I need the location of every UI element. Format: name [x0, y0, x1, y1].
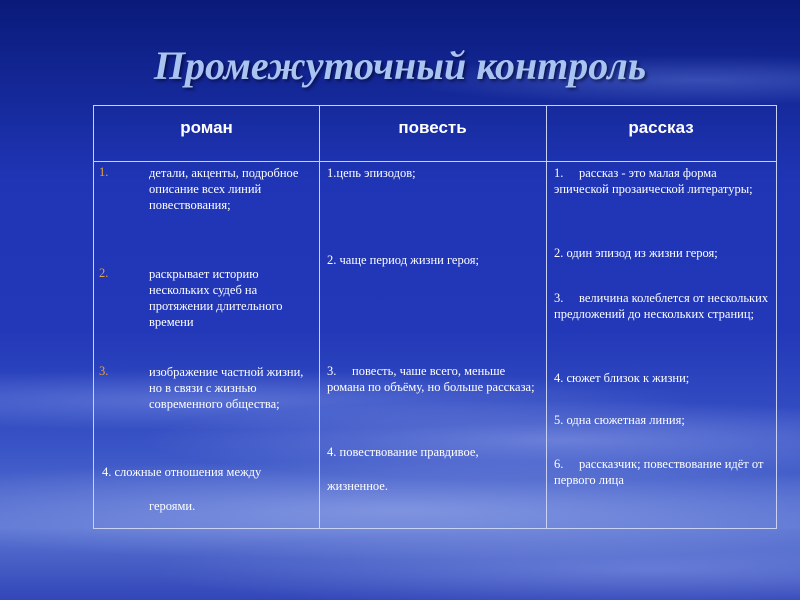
header-divider [94, 161, 776, 162]
list-item: изображение частной жизни, но в связи с жизнью современного общества; [149, 365, 304, 411]
list-item: жизненное. [327, 479, 388, 493]
list-item: 2. один эпизод из жизни героя; [554, 246, 718, 260]
list-number: 1. [99, 165, 109, 179]
header-povest: повесть [398, 118, 467, 137]
list-item: 3. повесть, чаше всего, меньше романа по объёму, но больше рассказа; [327, 364, 535, 394]
list-number: 2. [99, 266, 109, 280]
list-item: детали, акценты, подробное описание всех линий повествования; [149, 166, 299, 212]
list-item: 5. одна сюжетная линия; [554, 413, 685, 427]
list-item: 4. сюжет близок к жизни; [554, 371, 690, 385]
slide-title: Промежуточный контроль [153, 43, 647, 88]
list-item: героями. [149, 499, 196, 513]
list-item: 4. сложные отношения между [102, 465, 262, 479]
list-item: раскрывает историю нескольких судеб на протяжении длительного времени [149, 267, 283, 329]
column-divider [319, 106, 320, 528]
list-item: 6. рассказчик; повествование идёт от первого лица [554, 457, 767, 487]
list-item: 1. рассказ - это малая форма эпической прозаической литературы; [554, 166, 753, 196]
header-roman: роман [180, 118, 233, 137]
comparison-table [93, 105, 777, 529]
list-item: 2. чаще период жизни героя; [327, 253, 479, 267]
column-divider [546, 106, 547, 528]
list-item: 1.цепь эпизодов; [327, 166, 416, 180]
header-rasskaz: рассказ [628, 118, 694, 137]
list-item: 3. величина колеблется от нескольких предложений до нескольких страниц; [554, 291, 772, 321]
list-item: 4. повествование правдивое, [327, 445, 479, 459]
list-number: 3. [99, 364, 109, 378]
